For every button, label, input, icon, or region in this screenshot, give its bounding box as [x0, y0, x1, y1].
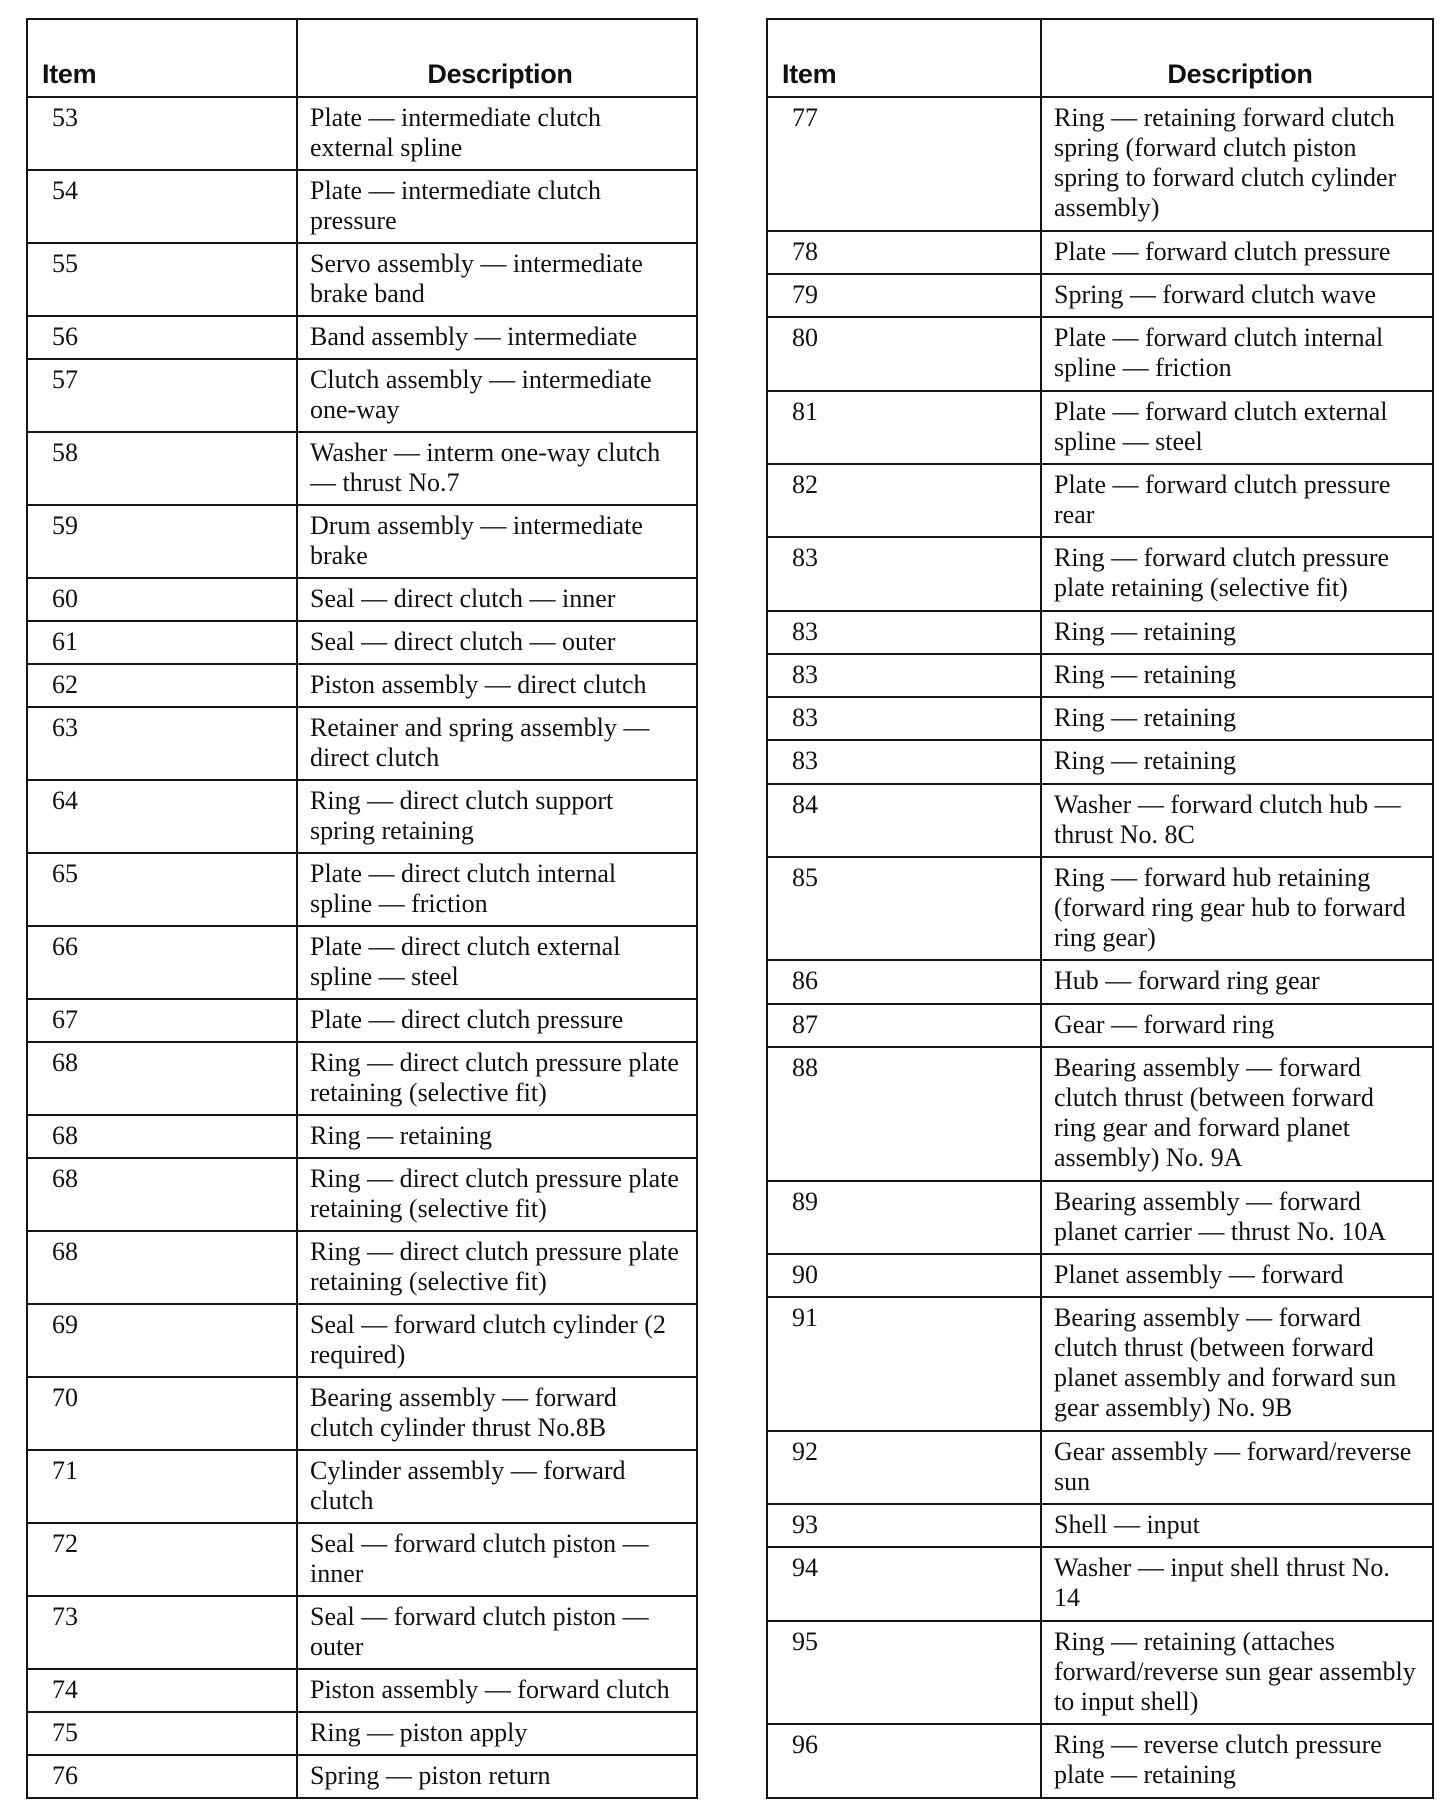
item-number: 82 [767, 464, 1041, 537]
item-number: 67 [27, 999, 297, 1042]
table-row [27, 97, 697, 170]
table-row [27, 1755, 697, 1798]
table-row [767, 1431, 1433, 1504]
item-description: Retainer and spring assembly — direct clutch [297, 707, 697, 780]
item-number: 57 [27, 359, 297, 432]
item-description: Spring — forward clutch wave [1041, 274, 1433, 317]
item-description: Clutch assembly — intermediate one-way [297, 359, 697, 432]
table-row [767, 1547, 1433, 1620]
table-row [27, 1042, 697, 1115]
table-row [27, 1523, 697, 1596]
item-number: 58 [27, 432, 297, 505]
item-description: Washer — input shell thrust No. 14 [1041, 1547, 1433, 1620]
item-number: 96 [767, 1724, 1041, 1798]
item-description: Washer — forward clutch hub — thrust No. 8C [1041, 784, 1433, 857]
item-description: Bearing assembly — forward clutch cylinder thrust No.8B [297, 1377, 697, 1450]
item-description: Bearing assembly — forward planet carrier — thrust No. 10A [1041, 1181, 1433, 1254]
table-row [27, 243, 697, 316]
item-description: Plate — direct clutch internal spline — friction [297, 853, 697, 926]
item-number: 90 [767, 1254, 1041, 1297]
item-number: 79 [767, 274, 1041, 317]
item-description: Ring — retaining [1041, 740, 1433, 783]
item-number: 92 [767, 1431, 1041, 1504]
item-description: Ring — direct clutch support spring retaining [297, 780, 697, 853]
column-header-item: Item [767, 19, 1041, 97]
item-number: 70 [27, 1377, 297, 1450]
item-description: Ring — direct clutch pressure plate retaining (selective fit) [297, 1158, 697, 1231]
table-row [27, 1158, 697, 1231]
table-row [27, 1304, 697, 1377]
table-row [767, 857, 1433, 961]
item-number: 68 [27, 1115, 297, 1158]
parts-table-right [766, 18, 1434, 1799]
table-row [767, 1297, 1433, 1431]
table-row [27, 578, 697, 621]
table-row [27, 1669, 697, 1712]
item-description: Ring — retaining [1041, 654, 1433, 697]
table-row [27, 1712, 697, 1755]
item-number: 81 [767, 391, 1041, 464]
item-number: 63 [27, 707, 297, 780]
item-number: 78 [767, 231, 1041, 274]
table-row [767, 231, 1433, 274]
item-number: 83 [767, 697, 1041, 740]
item-description: Ring — direct clutch pressure plate retaining (selective fit) [297, 1042, 697, 1115]
item-description: Cylinder assembly — forward clutch [297, 1450, 697, 1523]
item-number: 71 [27, 1450, 297, 1523]
parts-tables [26, 18, 1434, 1799]
item-number: 83 [767, 611, 1041, 654]
item-description: Seal — direct clutch — outer [297, 621, 697, 664]
table-row [767, 1004, 1433, 1047]
item-number: 88 [767, 1047, 1041, 1181]
item-number: 69 [27, 1304, 297, 1377]
table-row [767, 784, 1433, 857]
item-description: Washer — interm one-way clutch — thrust No.7 [297, 432, 697, 505]
item-description: Plate — forward clutch internal spline — friction [1041, 317, 1433, 390]
item-number: 54 [27, 170, 297, 243]
item-number: 66 [27, 926, 297, 999]
table-row [767, 1254, 1433, 1297]
item-number: 77 [767, 97, 1041, 231]
item-number: 68 [27, 1158, 297, 1231]
table-row [767, 391, 1433, 464]
item-number: 89 [767, 1181, 1041, 1254]
item-description: Ring — reverse clutch pressure plate — retaining [1041, 1724, 1433, 1798]
item-description: Plate — forward clutch external spline — steel [1041, 391, 1433, 464]
item-number: 75 [27, 1712, 297, 1755]
item-description: Plate — forward clutch pressure [1041, 231, 1433, 274]
item-description: Seal — forward clutch piston — inner [297, 1523, 697, 1596]
item-description: Ring — retaining (attaches forward/reverse sun gear assembly to input shell) [1041, 1621, 1433, 1725]
item-description: Hub — forward ring gear [1041, 960, 1433, 1003]
table-row [767, 97, 1433, 231]
item-number: 65 [27, 853, 297, 926]
item-number: 55 [27, 243, 297, 316]
item-number: 80 [767, 317, 1041, 390]
item-number: 59 [27, 505, 297, 578]
table-row [767, 1724, 1433, 1798]
item-description: Servo assembly — intermediate brake band [297, 243, 697, 316]
item-number: 85 [767, 857, 1041, 961]
item-description: Ring — forward hub retaining (forward ring gear hub to forward ring gear) [1041, 857, 1433, 961]
table-row [27, 505, 697, 578]
table-row [767, 611, 1433, 654]
item-description: Seal — forward clutch piston — outer [297, 1596, 697, 1669]
table-row [767, 1504, 1433, 1547]
item-number: 73 [27, 1596, 297, 1669]
item-description: Plate — intermediate clutch external spline [297, 97, 697, 170]
item-description: Bearing assembly — forward clutch thrust (between forward planet assembly and forward sun gear assembly) No. 9B [1041, 1297, 1433, 1431]
item-description: Plate — direct clutch external spline — steel [297, 926, 697, 999]
item-number: 53 [27, 97, 297, 170]
item-description: Planet assembly — forward [1041, 1254, 1433, 1297]
item-number: 93 [767, 1504, 1041, 1547]
table-row [767, 1181, 1433, 1254]
table-row [767, 1047, 1433, 1181]
item-number: 94 [767, 1547, 1041, 1620]
item-description: Seal — direct clutch — inner [297, 578, 697, 621]
item-description: Shell — input [1041, 1504, 1433, 1547]
table-row [27, 707, 697, 780]
item-description: Ring — forward clutch pressure plate retaining (selective fit) [1041, 537, 1433, 610]
table-row [27, 316, 697, 359]
column-header-description: Description [297, 19, 697, 97]
item-number: 83 [767, 537, 1041, 610]
table-row [27, 170, 697, 243]
table-row [767, 1621, 1433, 1725]
table-row [767, 740, 1433, 783]
item-description: Ring — retaining [297, 1115, 697, 1158]
item-number: 86 [767, 960, 1041, 1003]
table-row [27, 432, 697, 505]
table-row [27, 1377, 697, 1450]
table-row [767, 537, 1433, 610]
item-description: Piston assembly — direct clutch [297, 664, 697, 707]
item-description: Ring — retaining forward clutch spring (forward clutch piston spring to forward clutch cylinder assembly) [1041, 97, 1433, 231]
parts-table-left-body [27, 97, 697, 1798]
item-description: Piston assembly — forward clutch [297, 1669, 697, 1712]
item-description: Bearing assembly — forward clutch thrust (between forward ring gear and forward planet assembly) No. 9A [1041, 1047, 1433, 1181]
table-row [767, 317, 1433, 390]
table-row [767, 654, 1433, 697]
item-description: Plate — direct clutch pressure [297, 999, 697, 1042]
item-description: Band assembly — intermediate [297, 316, 697, 359]
table-row [27, 780, 697, 853]
item-number: 91 [767, 1297, 1041, 1431]
item-number: 72 [27, 1523, 297, 1596]
header-row [27, 19, 697, 97]
item-description: Ring — retaining [1041, 611, 1433, 654]
item-description: Spring — piston return [297, 1755, 697, 1798]
table-row [767, 274, 1433, 317]
item-number: 83 [767, 654, 1041, 697]
item-description: Ring — piston apply [297, 1712, 697, 1755]
table-row [27, 1596, 697, 1669]
header-row [767, 19, 1433, 97]
item-number: 68 [27, 1042, 297, 1115]
item-description: Ring — direct clutch pressure plate retaining (selective fit) [297, 1231, 697, 1304]
item-description: Plate — forward clutch pressure rear [1041, 464, 1433, 537]
item-description: Plate — intermediate clutch pressure [297, 170, 697, 243]
item-number: 56 [27, 316, 297, 359]
column-header-item: Item [27, 19, 297, 97]
table-row [27, 1231, 697, 1304]
table-row [27, 359, 697, 432]
item-number: 84 [767, 784, 1041, 857]
item-number: 64 [27, 780, 297, 853]
item-description: Seal — forward clutch cylinder (2 required) [297, 1304, 697, 1377]
table-row [767, 464, 1433, 537]
item-number: 60 [27, 578, 297, 621]
item-number: 76 [27, 1755, 297, 1798]
item-number: 95 [767, 1621, 1041, 1725]
parts-table-right-body [767, 97, 1433, 1798]
table-row [27, 1450, 697, 1523]
item-description: Gear — forward ring [1041, 1004, 1433, 1047]
item-description: Gear assembly — forward/reverse sun [1041, 1431, 1433, 1504]
table-row [27, 926, 697, 999]
item-description: Ring — retaining [1041, 697, 1433, 740]
table-row [27, 1115, 697, 1158]
table-row [27, 853, 697, 926]
item-number: 83 [767, 740, 1041, 783]
table-row [767, 697, 1433, 740]
table-row [767, 960, 1433, 1003]
item-number: 61 [27, 621, 297, 664]
item-number: 87 [767, 1004, 1041, 1047]
item-number: 74 [27, 1669, 297, 1712]
table-row [27, 999, 697, 1042]
table-row [27, 664, 697, 707]
column-header-description: Description [1041, 19, 1433, 97]
item-number: 68 [27, 1231, 297, 1304]
item-number: 62 [27, 664, 297, 707]
item-description: Drum assembly — intermediate brake [297, 505, 697, 578]
table-row [27, 621, 697, 664]
parts-table-left [26, 18, 698, 1799]
